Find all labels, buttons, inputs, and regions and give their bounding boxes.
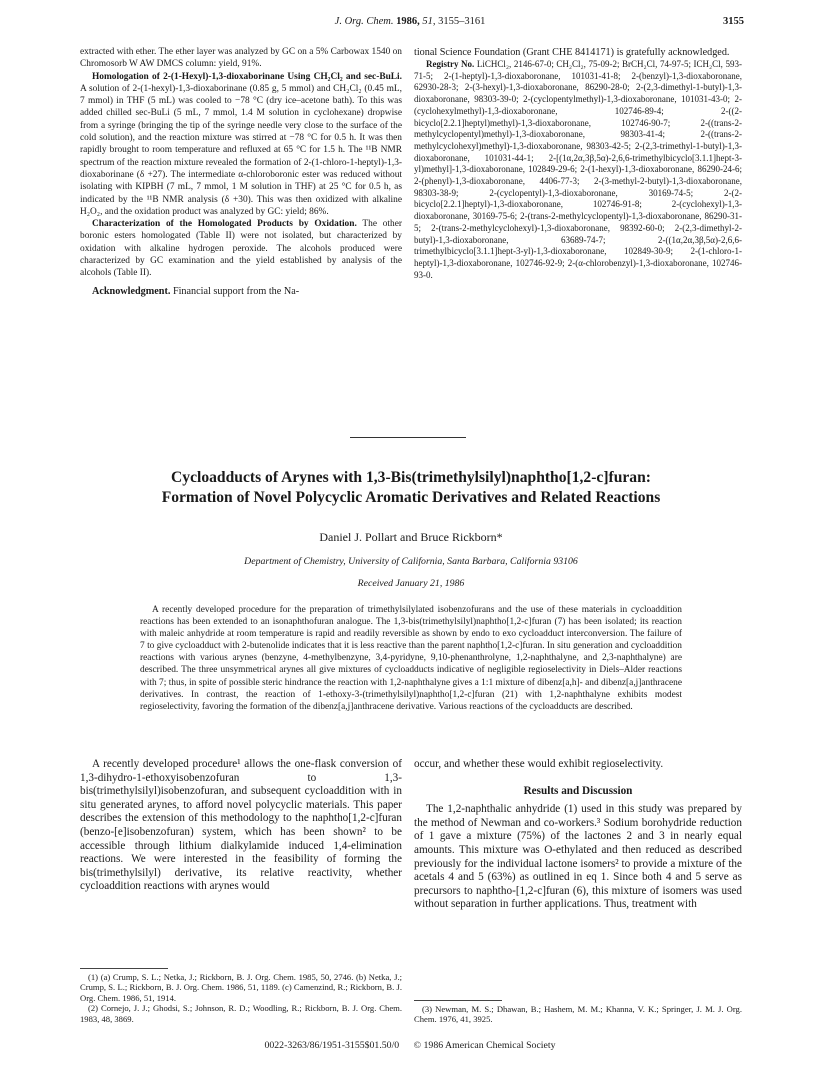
acknowledgment-continued: tional Science Foundation (Grant CHE 8414171) is gratefully acknowledged. (414, 47, 730, 58)
article-title-line-1: Cycloadducts of Arynes with 1,3-Bis(trimethylsilyl)naphtho[1,2-c]furan: (171, 469, 651, 486)
footnote-rule-left (80, 968, 168, 969)
registry-text: LiCHCl₂, 2146-67-0; CH₂Cl₂, 75-09-2; BrCH₂Cl, 74-97-5; ICH₂Cl, 593-71-5; 2-(1-heptyl)-1,3-dioxaboronane, 101031-41-8; 2-(benzyl)-1,3-dioxaboronane, 62930-28-3; 2-(3-hexyl)-1,3-dioxaboronane, 86290-28-0; 2-(2,3-dimethyl-1-butyl)-1,3-dioxaboronane, 98303-39-0; 2-(cyclopentylmethyl)-1,3-dioxaboronane, 101031-43-0; 2-(cyclohexylmethyl)-1,3-dioxaboronane, 102746-89-4; 2-((2-bicyclo[2.2.1]heptyl)methyl)-1,3-dioxaboronane, 102746-90-7; 2-((trans-2-methylcyclopentyl)methyl)-1,3-dioxaboronane, 98303-41-4; 2-((trans-2-methylcyclohexyl)methyl)-1,3-dioxaboronane, 98303-42-5; 2-(2,3-trimethyl-1-butyl)-1,3-dioxaboronane, 101031-44-1; 2-[(1α,2α,3β,5α)-2,6,6-trimethylbicyclo[3.1.1]hept-3-yl)methyl]-1,3-dioxaboronane, 102849-29-6; 2-(1-hexyl)-1,3-dioxaboronane, 86290-24-6; 2-(phenyl)-1,3-dioxaboronane, 4406-77-3; 2-(3-methyl-2-butyl)-1,3-dioxaboronane, 98303-38-9; 2-(cyclopentyl)-1,3-dioxaboronane, 30169-74-5; 2-(2-bicyclo[2.2.1]heptyl)-1,3-dioxaboronane, 102746-91-8; 2-(cyclohexyl)-1,3-dioxaboronane, 30169-75-6; 2-(trans-2-methylcyclopentyl)-1,3-dioxaboronane, 86290-31-5; 2-(trans-2-methylcyclohexyl)-1,3-dioxaboronane, 98392-60-0; 2-(2,3-dimethyl-2-butyl)-1,3-dioxaboronane, 63689-74-7; 2-((1α,2α,3β,5α)-2,6,6-trimethylbicyclo[3.1.1]hept-3-yl)-1,3-dioxaboronane, 102849-30-9; 2-(1-chloro-1-heptyl)-1,3-dioxaboronane, 102746-92-9; 2-(α-chlorobenzyl)-1,3-dioxaboronane, 102746-93-0. (414, 59, 742, 280)
running-header-citation (0, 16, 820, 27)
intro-paragraph-continued: occur, and whether these would exhibit regioselectivity. (414, 758, 664, 770)
acknowledgment-heading: Acknowledgment. (92, 285, 171, 297)
article-title-line-2: Formation of Novel Polycyclic Aromatic Derivatives and Related Reactions (161, 489, 661, 506)
registry-heading: Registry No. (426, 59, 475, 69)
article-title (80, 468, 742, 508)
paragraph-text: The other boronic esters homologated (Table II) were not isolated, but characterized by oxidation with alkaline hydrogen peroxide. The alcohols produced were characterized by GC examination and the yield established by analysis of the alcohols (Table II). (80, 219, 402, 279)
running-header (0, 16, 820, 32)
journal-volume: 51, (422, 16, 436, 27)
experimental-paragraph-2 (80, 71, 402, 219)
received-date: Received January 21, 1986 (357, 578, 465, 589)
footnote-3: (3) Newman, M. S.; Dhawan, B.; Hashem, M. M.; Khanna, V. K.; Springer, J. M. J. Org. Chem. 1976, 41, 3925. (414, 1004, 742, 1025)
body-right-column (414, 758, 742, 912)
body-left-column (80, 758, 402, 894)
article-divider (350, 437, 466, 438)
footnote-1: (1) (a) Crump, S. L.; Netka, J.; Rickborn, B. J. Org. Chem. 1985, 50, 2746. (b) Netka, J.; Crump, S. L.; Rickborn, B. J. Org. Chem. 1986, 51, 1189. (c) Camenzind, R.; Rickborn, B. J. Org. Chem. 1986, 51, 1914. (80, 972, 402, 1003)
run-in-heading: Characterization of the Homologated Products by Oxidation. (92, 219, 357, 230)
acknowledgment-paragraph (80, 285, 402, 298)
previous-article-right-column (414, 46, 742, 281)
journal-name: J. Org. Chem. (334, 16, 394, 27)
previous-article-left-column (80, 46, 402, 298)
page-footer (0, 1040, 820, 1051)
experimental-paragraph-1: extracted with ether. The ether layer was analyzed by GC on a 5% Carbowax 1540 on Chromosorb W AW DMCS column: yield, 91%. (80, 47, 402, 70)
journal-pages: 3155–3161 (438, 16, 486, 27)
page-number: 3155 (723, 16, 744, 27)
abstract: A recently developed procedure for the preparation of trimethylsilylated isobenzofurans and the use of these materials in cycloaddition reactions has been extended to an isonaphthofuran analogue. The 1,3-bis(trimethylsilyl)naphtho[1,2-c]furan (7) has been isolated; its reaction with maleic anhydride at room temperature is rapid and readily reversible as shown by endo to exo cycloadduct interconversion. The failure of 7 to give cycloadduct with 2-butenolide indicates that it is less reactive than the parent naphtho[1,2-c]furan. In situ generation and cycloaddition reactions with various arynes (benzyne, 4-methylbenzyne, 3,4-pyridyne, 9,10-phenanthrolyne, 1,2-naphthalyne, and 2,3-naphthalyne) are described. The three unsymmetrical arynes all give mixtures of cycloadducts indicative of negligible regioselectivity in Diels–Alder reactions with 7; thus, in spite of possible steric hindrance the reaction with 1,2-naphthalyne gives a 1:1 mixture of dibenz[a,h]- and dibenz[a,j]anthracene derivatives. In contrast, the reaction of 1-ethoxy-3-(trimethylsilyl)naphtho[1,2-c]furan (21) with 1,2-naphthalyne exhibits modest regioselectivity, favoring the formation of the dibenz[a,j]anthracene derivative. Various reactions of the cycloadducts are described. (140, 605, 682, 712)
experimental-paragraph-3 (80, 218, 402, 279)
journal-year: 1986, (396, 16, 420, 27)
footnote-2: (2) Cornejo, J. J.; Ghodsi, S.; Johnson, R. D.; Woodling, R.; Rickborn, B. J. Org. Chem. 1983, 48, 3869. (80, 1003, 402, 1024)
footnotes-left (80, 972, 402, 1024)
paragraph-text: A solution of 2-(1-hexyl)-1,3-dioxaborinane (0.85 g, 5 mmol) and CH₂Cl₂ (0.45 mL, 7 mmol) in THF (5 mL) was cooled to −78 °C (dry ice–acetone bath). To this was added chilled sec-BuLi (5 mL, 7 mmol, 1.4 M solution in cyclohexane) dropwise from a syringe (bringing the tip of the syringe needle very close to the surface of the cold solution), and the reaction mixture was stirred at −78 °C for 0.5 h. It was then rapidly brought to room temperature and refluxed at 65 °C for 1.5 h. The ¹¹B NMR spectrum of the reaction mixture revealed the formation of 2-(1-chloro-1-heptyl)-1,3-dioxaborinane (δ +27). The intermediate α-chloroboronic ester was reduced without isolating with KIPBH (7 mL, 7 mmol, 1 M solution in THF) at 25 °C for 0.5 h, as indicated by the ¹¹B NMR analysis (δ +30). This was then oxidized with alkaline H₂O₂, and the oxidation product was analyzed by GC: yield; 86%. (80, 83, 402, 217)
copyright-notice: © 1986 American Chemical Society (413, 1040, 556, 1051)
intro-paragraph: A recently developed procedure¹ allows the one-flask conversion of 1,3-dihydro-1-ethoxyisobenzofuran to 1,3-bis(trimethylsilyl)isobenzofuran, and subsequent cycloaddition with in situ generated arynes, to afford novel polycyclic materials. This paper describes the extension of this methodology to the naphtho[1,2-c]furan (benzo-[e]isobenzofuran) system, which has been shown² to be accessible through lithium dialkylamide induced 1,4-elimination reactions. We were interested in the feasibility of forming the bis(trimethylsilyl) derivative, its relative reactivity, whether cycloaddition reactions with arynes would (80, 758, 402, 893)
footnote-rule-right (414, 1000, 502, 1001)
section-heading-results: Results and Discussion (523, 784, 633, 797)
acknowledgment-text: Financial support from the Na- (172, 285, 300, 297)
author-affiliation: Department of Chemistry, University of California, Santa Barbara, California 93106 (244, 556, 578, 567)
footnotes-right (414, 1004, 742, 1025)
registry-numbers (414, 59, 742, 281)
article-authors: Daniel J. Pollart and Bruce Rickborn* (319, 530, 503, 544)
run-in-heading: Homologation of 2-(1-Hexyl)-1,3-dioxaborinane Using CH₂Cl₂ and sec-BuLi. (92, 71, 402, 82)
article-code: 0022-3263/86/1951-3155$01.50/0 (264, 1040, 400, 1051)
results-paragraph: The 1,2-naphthalic anhydride (1) used in this study was prepared by the method of Newman and co-workers.³ Sodium borohydride reduction of 1 gave a mixture (75%) of the lactones 2 and 3 in nearly equal amounts. This mixture was O-ethylated and then reduced as described previously for the individual lactone isomers² to provide a mixture of the acetals 4 and 5 (63%) as outlined in eq 1. Since both 4 and 5 serve as precursors to naphtho-[1,2-c]furan (6), this mixture of isomers was used without separation in further applications. Thus, treatment with (414, 803, 742, 911)
